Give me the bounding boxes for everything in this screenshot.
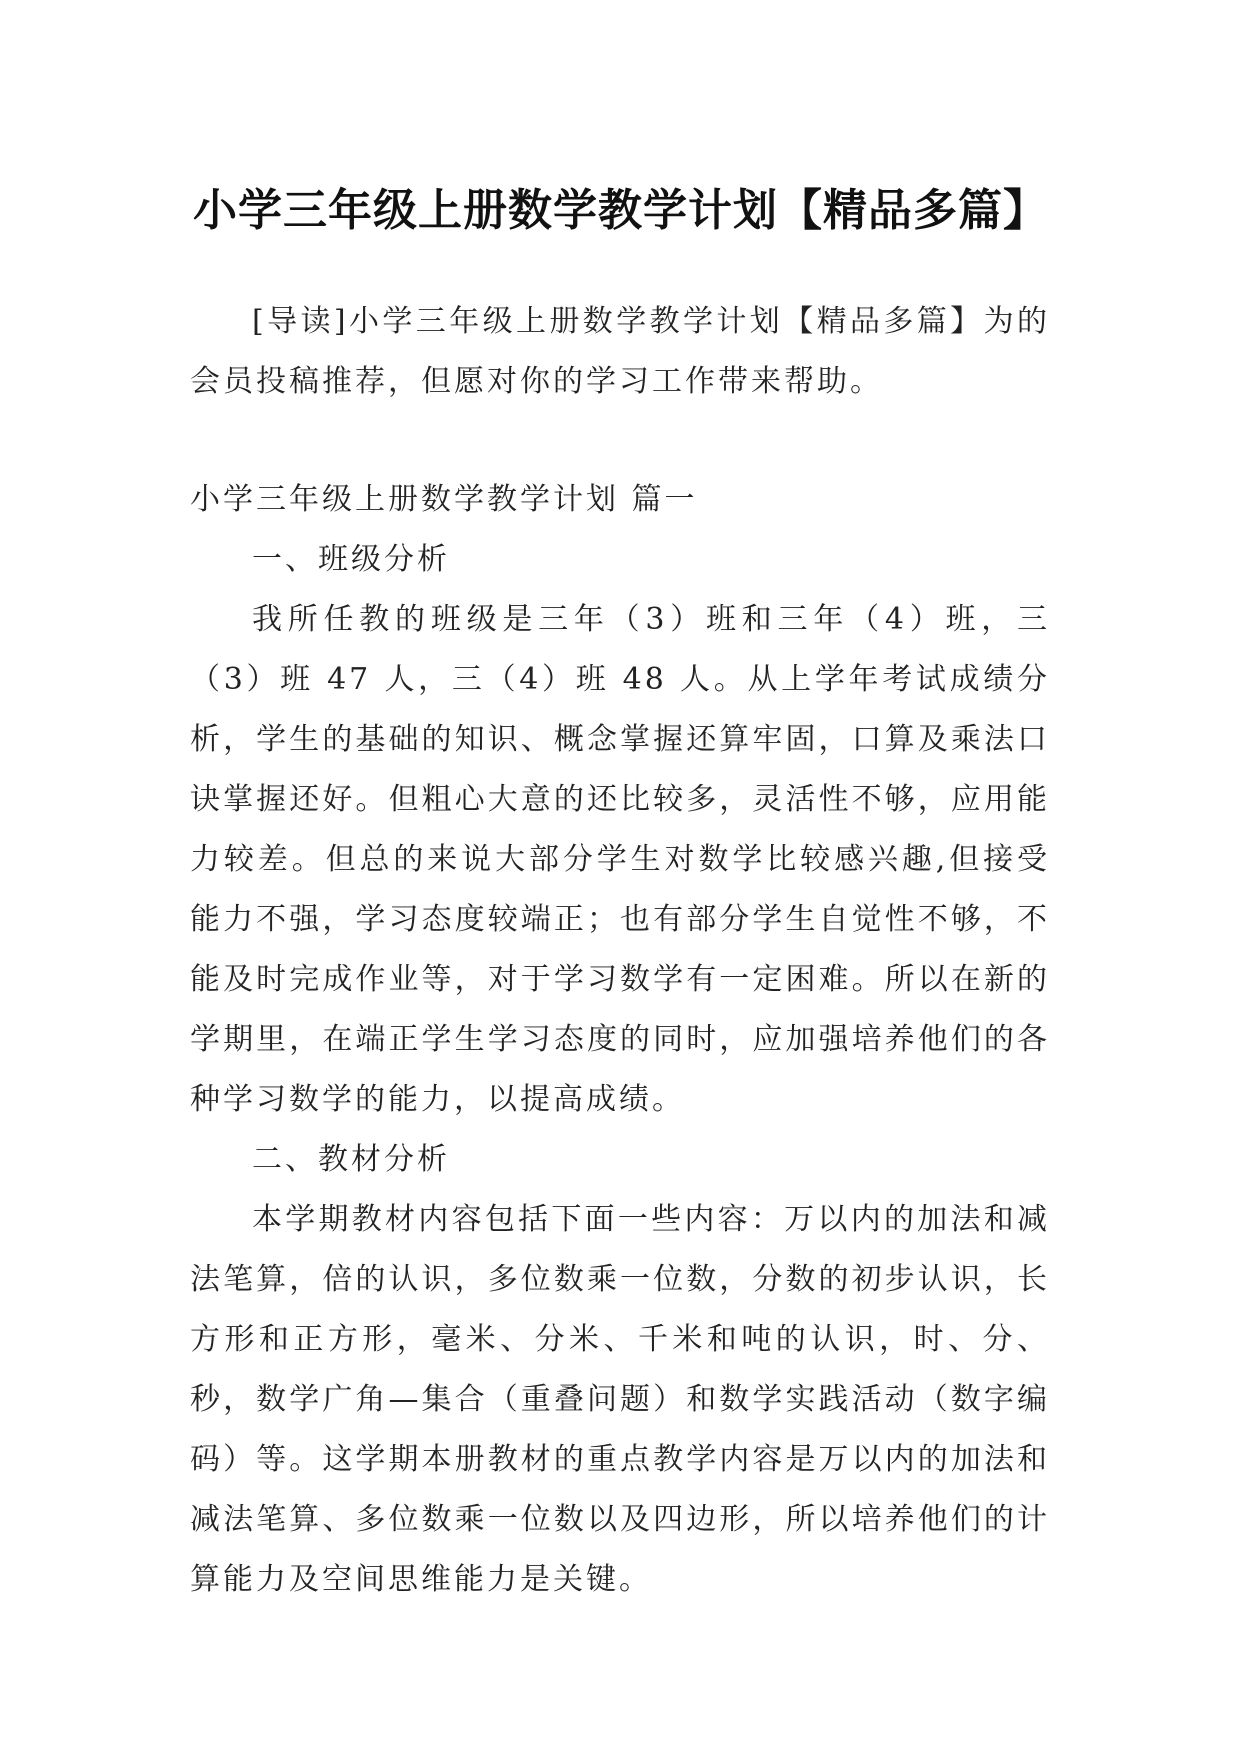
heading-textbook-analysis: 二、教材分析 [252,1142,450,1177]
paragraph-textbook-analysis: 本学期教材内容包括下面一些内容：万以内的加法和减法笔算，倍的认识，多位数乘一位数，分数的初步认识，长方形和正方形，毫米、分米、千米和吨的认识，时、分、秒，数学广角—集合（重叠问题）和数学实践活动（数字编码）等。这学期本册教材的重点教学内容是万以内的加法和减法笔算、多位数乘一位数以及四边形，所以培养他们的计算能力及空间思维能力是关键。 [190,1202,1050,1597]
paragraph-class-analysis: 我所任教的班级是三年（3）班和三年（4）班，三（3）班 47 人，三（4）班 48 人。从上学年考试成绩分析，学生的基础的知识、概念掌握还算牢固，口算及乘法口诀掌握还好。但粗心大意的还比较多，灵活性不够，应用能力较差。但总的来说大部分学生对数学比较感兴趣,但接受能力不强，学习态度较端正；也有部分学生自觉性不够，不能及时完成作业等，对于学习数学有一定困难。所以在新的学期里，在端正学生学习态度的同时，应加强培养他们的各种学习数学的能力，以提高成绩。 [190,602,1050,1117]
section-title: 小学三年级上册数学教学计划 篇一 [190,482,698,517]
heading-class-analysis: 一、班级分析 [252,542,450,577]
document-body [190,292,1050,1610]
intro-paragraph: [导读]小学三年级上册数学教学计划【精品多篇】为的会员投稿推荐，但愿对你的学习工作带来帮助。 [190,304,1050,399]
document-title: 小学三年级上册数学教学计划【精品多篇】 [193,185,1048,237]
